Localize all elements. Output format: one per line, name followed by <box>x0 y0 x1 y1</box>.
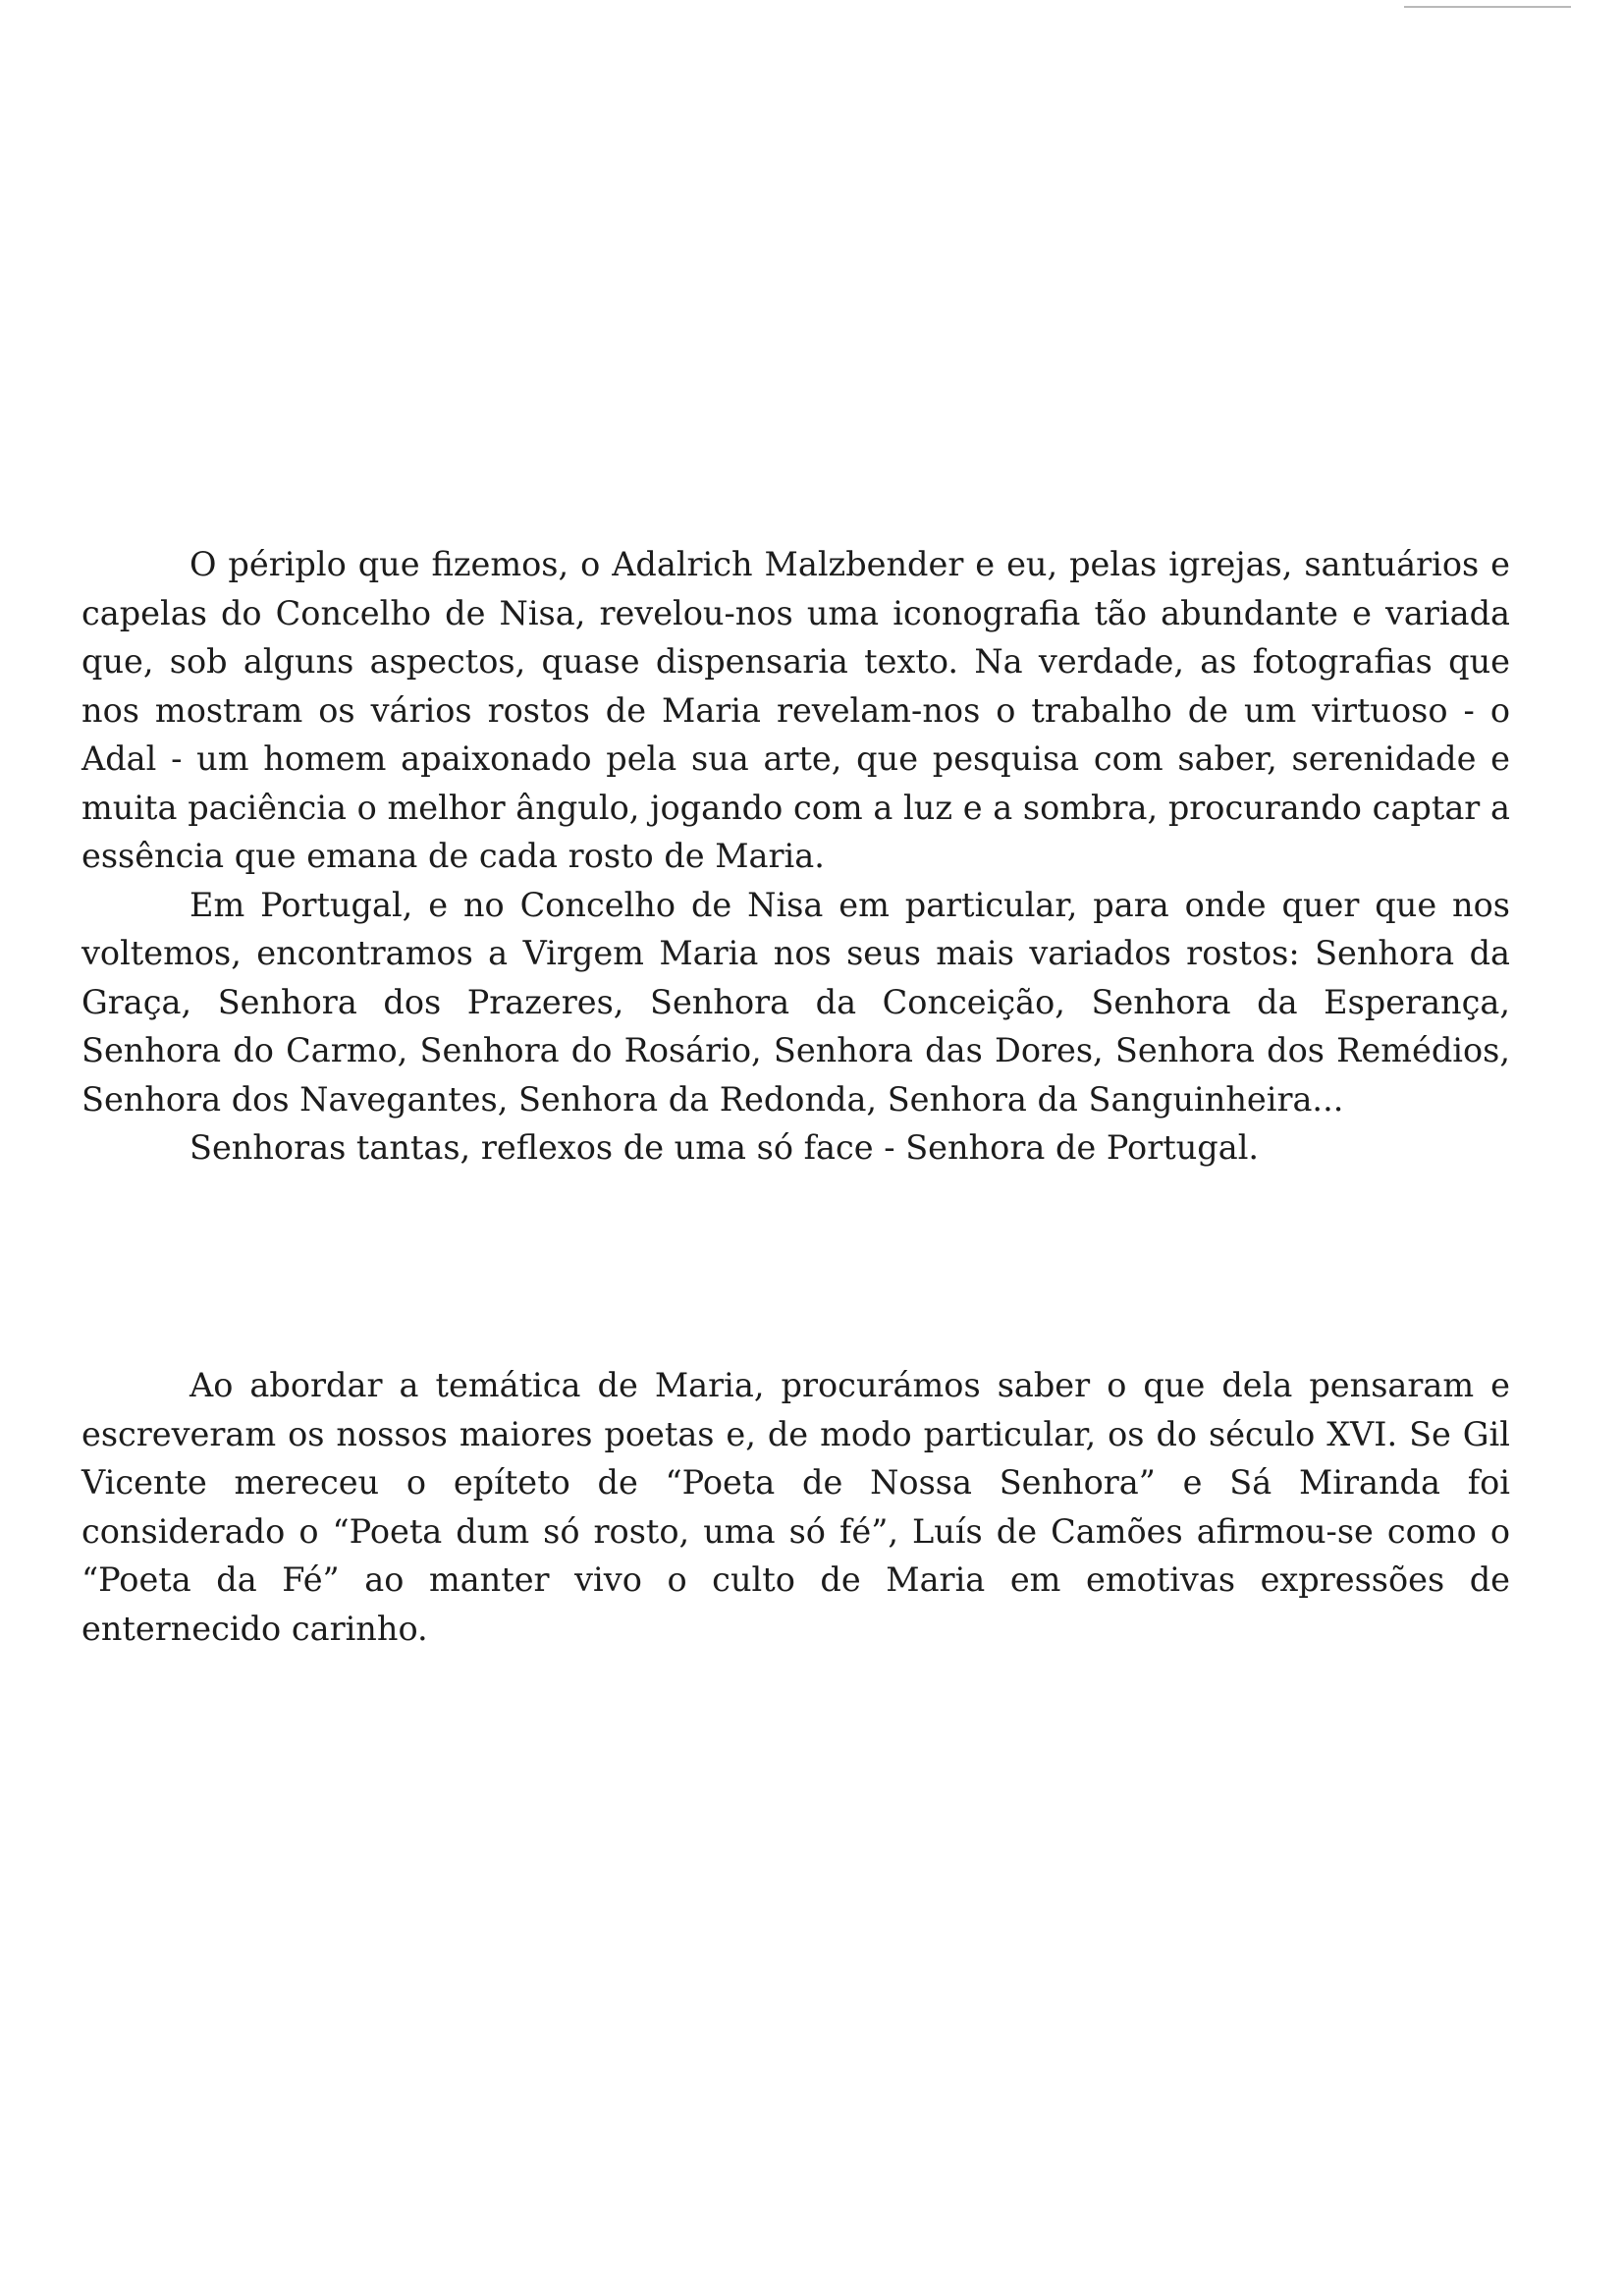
paragraph-senhoras: Senhoras tantas, reflexos de uma só face - Senhora de Portugal. <box>189 1128 1260 1167</box>
top-edge-rule <box>1404 6 1571 8</box>
poets-section <box>81 1361 1510 1653</box>
paragraph-periplo: O périplo que fizemos, o Adalrich Malzbender e eu, pelas igrejas, santuários e capelas do Concelho de Nisa, revelou-nos uma iconografia tão abundante e variada que, sob alguns aspectos, quase dispensaria texto. Na verdade, as fotografias que nos mostram os vários rostos de Maria revelam-nos o trabalho de um virtuoso - o Adal - um homem apaixonado pela sua arte, que pesquisa com saber, serenidade e muita paciência o melhor ângulo, jogando com a luz e a sombra, procurando captar a essência que emana de cada rosto de Maria. <box>81 545 1510 875</box>
paragraph-rostos: Em Portugal, e no Concelho de Nisa em particular, para onde quer que nos voltemos, encontramos a Virgem Maria nos seus mais variados rostos: Senhora da Graça, Senhora dos Prazeres, Senhora da Conceição, Senhora da Esperança, Senhora do Carmo, Senhora do Rosário, Senhora das Dores, Senhora dos Remédios, Senhora dos Navegantes, Senhora da Redonda, Senhora da Sanguinheira... <box>81 885 1510 1119</box>
paragraph-poetas: Ao abordar a temática de Maria, procurámos saber o que dela pensaram e escreveram os nossos maiores poetas e, de modo particular, os do século XVI. Se Gil Vicente mereceu o epíteto de “Poeta de Nossa Senhora” e Sá Miranda foi considerado o “Poeta dum só rosto, uma só fé”, Luís de Camões afirmou-se como o “Poeta da Fé” ao manter vivo o culto de Maria em emotivas expressões de enternecido carinho. <box>81 1366 1510 1648</box>
intro-section <box>81 540 1510 1173</box>
